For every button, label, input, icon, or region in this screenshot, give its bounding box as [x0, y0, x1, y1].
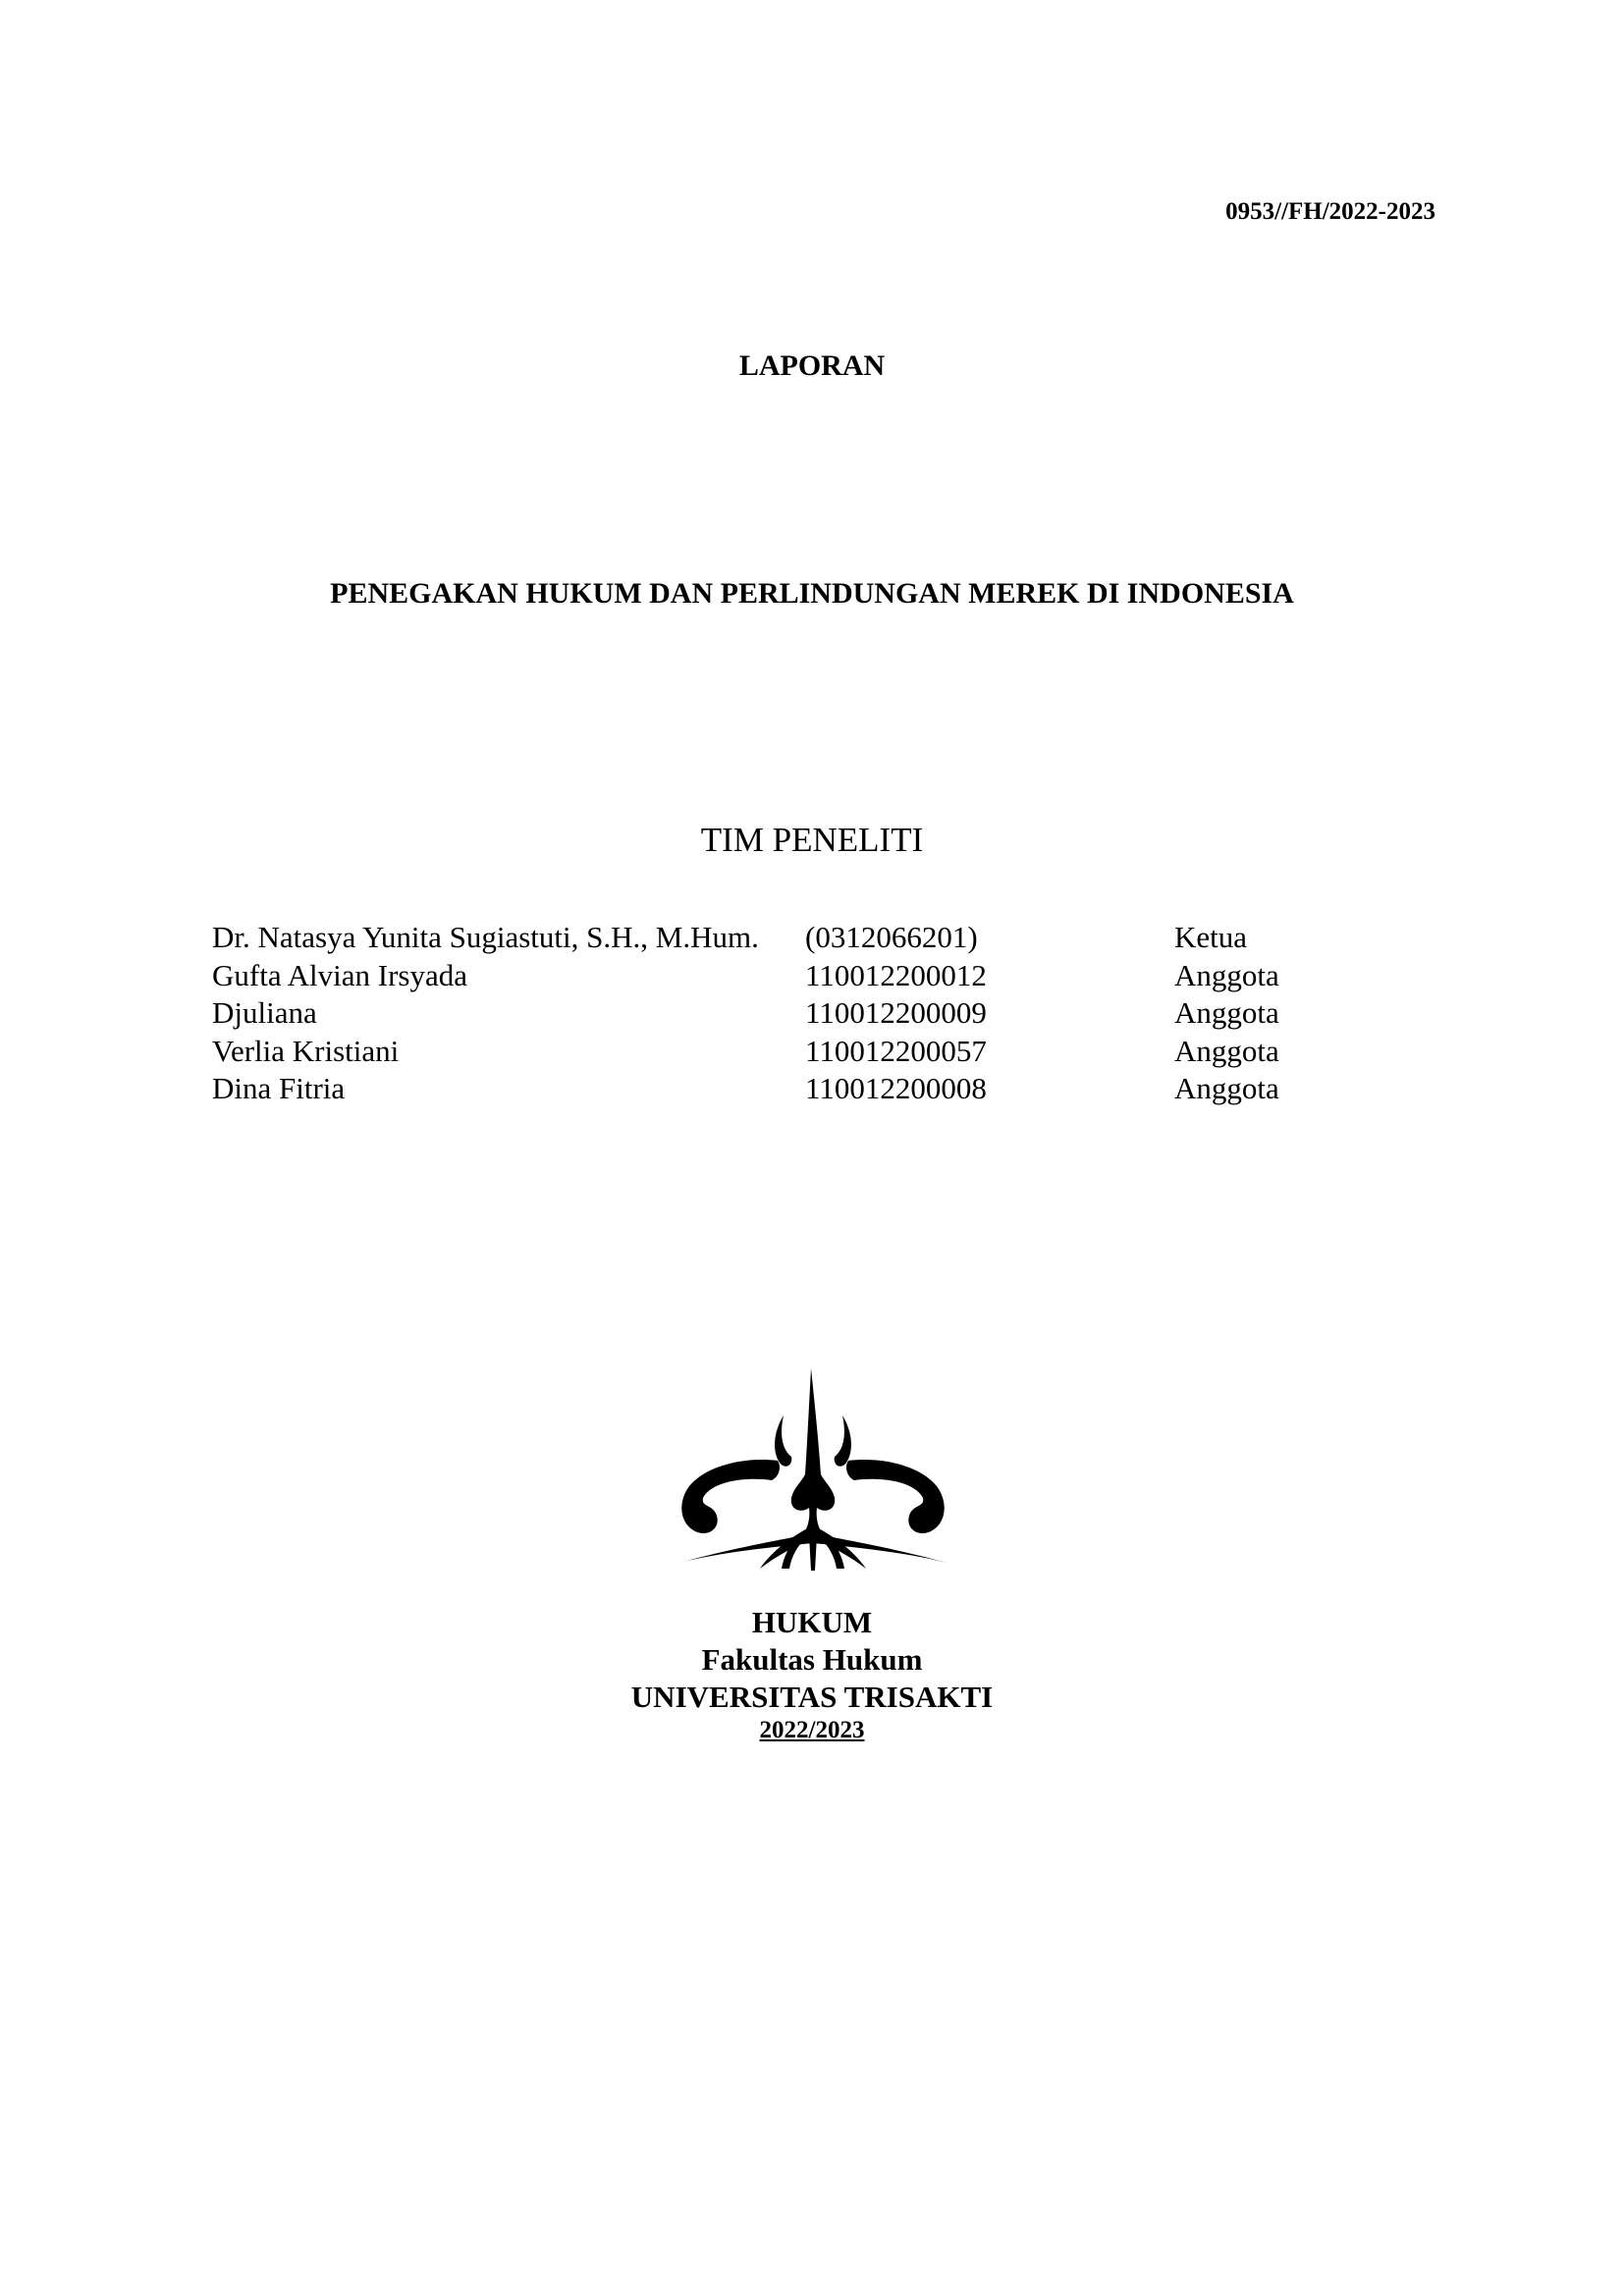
- document-number: 0953//FH/2022-2023: [1225, 198, 1435, 225]
- member-role: Anggota: [1174, 995, 1279, 1030]
- member-role: Anggota: [1174, 1033, 1279, 1068]
- member-name: Dr. Natasya Yunita Sugiastuti, S.H., M.Hum.: [212, 920, 759, 954]
- footer-year: 2022/2023: [759, 1717, 865, 1743]
- report-title: PENEGAKAN HUKUM DAN PERLINDUNGAN MEREK DI INDONESIA: [330, 577, 1294, 610]
- trisakti-emblem-icon: [677, 1366, 948, 1573]
- member-id: 110012200057: [805, 1033, 987, 1068]
- member-name: Verlia Kristiani: [212, 1033, 400, 1068]
- team-member-row: [212, 1033, 1390, 1071]
- team-heading: TIM PENELITI: [700, 821, 924, 859]
- footer-faculty: Fakultas Hukum: [701, 1642, 923, 1677]
- team-member-row: [212, 1070, 1390, 1108]
- member-id: (0312066201): [805, 920, 978, 954]
- member-id: 110012200008: [805, 1071, 987, 1105]
- footer-department: HUKUM: [751, 1605, 873, 1639]
- member-role: Anggota: [1174, 957, 1279, 992]
- member-name: Gufta Alvian Irsyada: [212, 957, 467, 992]
- team-member-row: [212, 994, 1390, 1033]
- report-heading: LAPORAN: [738, 349, 886, 382]
- team-member-row: [212, 919, 1390, 957]
- footer-block: [0, 1604, 1624, 1745]
- footer-university: UNIVERSITAS TRISAKTI: [630, 1680, 994, 1714]
- member-role: Ketua: [1174, 920, 1248, 954]
- member-name: Djuliana: [212, 995, 317, 1030]
- member-id: 110012200012: [805, 957, 987, 992]
- member-id: 110012200009: [805, 995, 987, 1030]
- member-name: Dina Fitria: [212, 1071, 346, 1105]
- member-role: Anggota: [1174, 1071, 1279, 1105]
- team-member-list: [212, 919, 1390, 1108]
- team-member-row: [212, 957, 1390, 995]
